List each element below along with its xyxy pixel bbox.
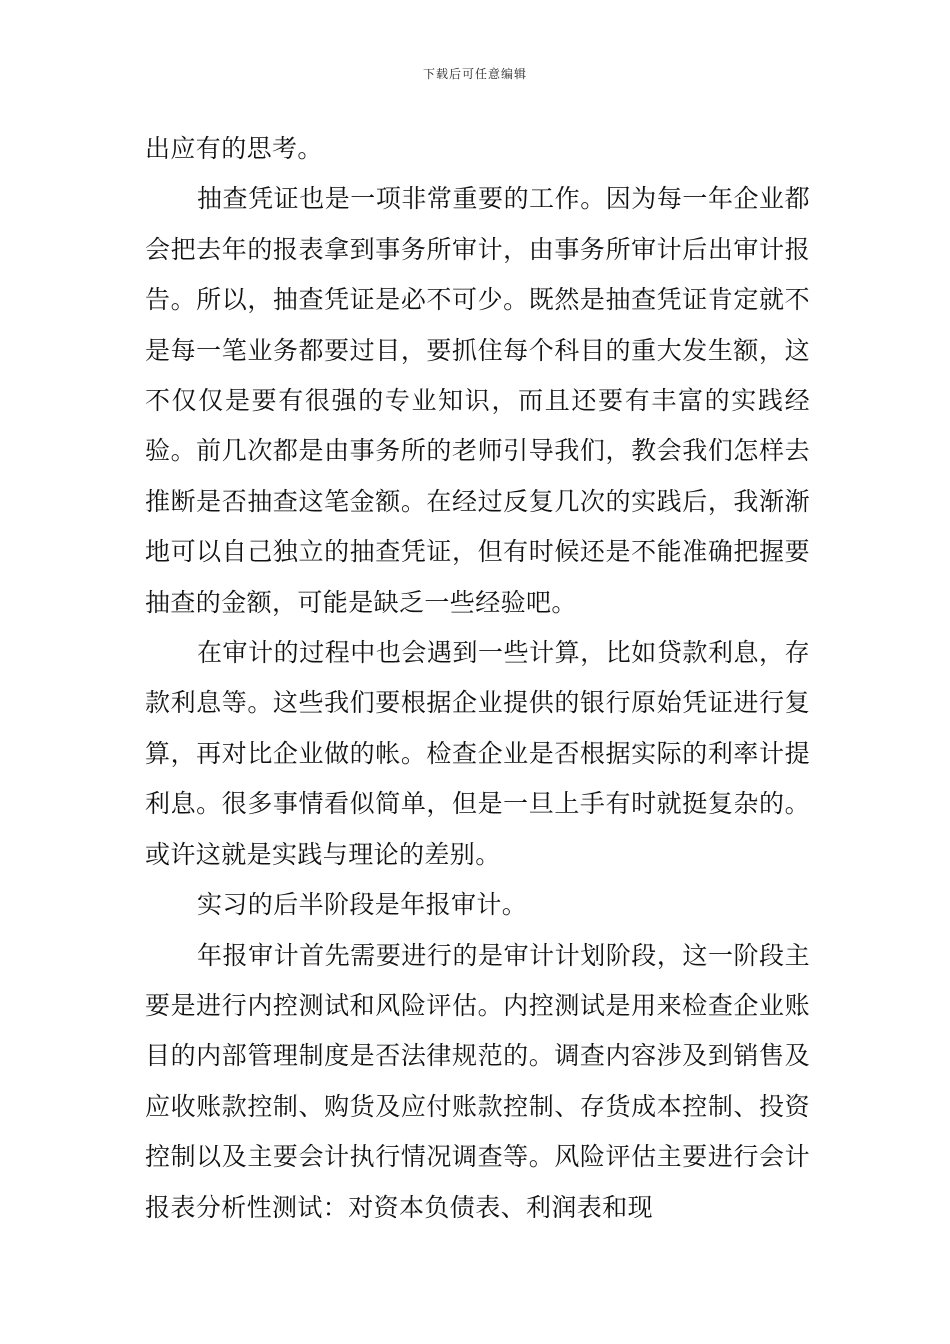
paragraph-audit-planning: 年报审计首先需要进行的是审计计划阶段，这一阶段主要是进行内控测试和风险评估。内控测试是用来检查企业账目的内部管理制度是否法律规范的。调查内容涉及到销售及应收账款控制、购货及应付账款控制、存货成本控制、投资控制以及主要会计执行情况调查等。风险评估主要进行会计报表分析性测试：对资本负债表、利润表和现: [145, 940, 810, 1222]
body-text: [145, 124, 810, 1233]
page-header: 下载后可任意编辑: [422, 67, 527, 81]
paragraph-continuation: 出应有的思考。: [145, 134, 323, 163]
paragraph-annual-audit-intro: 实习的后半阶段是年报审计。: [197, 890, 528, 920]
paragraph-voucher-sampling: 抽查凭证也是一项非常重要的工作。因为每一年企业都会把去年的报表拿到事务所审计，由事务所审计后出审计报告。所以，抽查凭证是必不可少。既然是抽查凭证肯定就不是每一笔业务都要过目，要抓住每个科目的重大发生额，这不仅仅是要有很强的专业知识，而且还要有丰富的实践经验。前几次都是由事务所的老师引导我们，教会我们怎样去推断是否抽查这笔金额。在经过反复几次的实践后，我渐渐地可以自己独立的抽查凭证，但有时候还是不能准确把握要抽查的金额，可能是缺乏一些经验吧。: [145, 184, 810, 617]
paragraph-interest-calculation: 在审计的过程中也会遇到一些计算，比如贷款利息，存款利息等。这些我们要根据企业提供的银行原始凭证进行复算，再对比企业做的帐。检查企业是否根据实际的利率计提利息。很多事情看似简单，但是一旦上手有时就挺复杂的。或许这就是实践与理论的差别。: [145, 638, 810, 869]
